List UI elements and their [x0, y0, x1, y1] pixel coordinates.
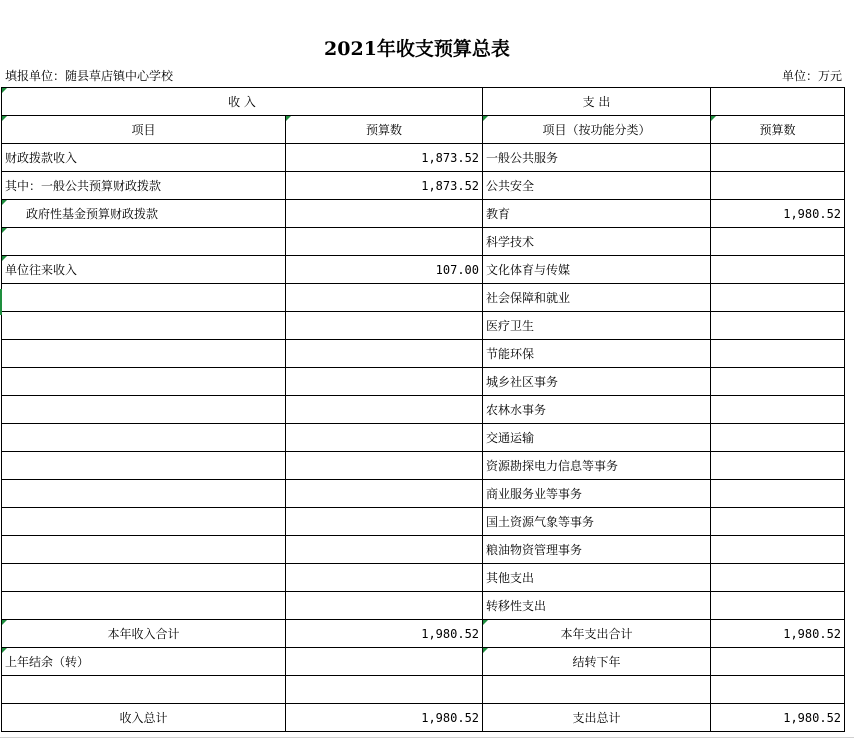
expense-budget-cell[interactable]	[711, 564, 845, 592]
expense-item-cell[interactable]: 交通运输	[483, 424, 711, 452]
income-budget-cell[interactable]	[286, 508, 483, 536]
blank-cell[interactable]	[286, 676, 483, 704]
sheet-bottom-edge	[0, 737, 854, 738]
expense-total-value[interactable]: 1,980.52	[711, 704, 845, 732]
expense-item-cell[interactable]: 教育	[483, 200, 711, 228]
income-item-cell[interactable]	[2, 592, 286, 620]
income-header[interactable]: 收 入	[2, 88, 483, 116]
table-row	[2, 368, 845, 396]
report-title: 2021年收支预算总表	[324, 38, 510, 60]
col-header-budget2[interactable]: 预算数	[711, 116, 845, 144]
expense-total-label[interactable]: 支出总计	[483, 704, 711, 732]
blank-cell[interactable]	[711, 676, 845, 704]
income-budget-cell[interactable]	[286, 452, 483, 480]
table-row	[2, 256, 845, 284]
expense-budget-cell[interactable]	[711, 452, 845, 480]
income-budget-cell[interactable]	[286, 284, 483, 312]
expense-budget-cell[interactable]	[711, 284, 845, 312]
income-item-cell[interactable]: 财政拨款收入	[2, 144, 286, 172]
budget-table	[1, 87, 845, 732]
income-budget-cell[interactable]	[286, 340, 483, 368]
income-budget-cell[interactable]	[286, 396, 483, 424]
income-item-cell[interactable]: 其中：一般公共预算财政拨款	[2, 172, 286, 200]
income-budget-cell[interactable]	[286, 228, 483, 256]
year-income-label[interactable]: 本年收入合计	[2, 620, 286, 648]
income-total-value[interactable]: 1,980.52	[286, 704, 483, 732]
expense-item-cell[interactable]: 粮油物资管理事务	[483, 536, 711, 564]
table-row	[2, 340, 845, 368]
unit-label: 单位：万元	[781, 69, 842, 83]
blank-cell[interactable]	[2, 676, 286, 704]
income-item-cell[interactable]	[2, 536, 286, 564]
table-row	[2, 592, 845, 620]
expense-budget-cell[interactable]	[711, 228, 845, 256]
income-item-cell[interactable]	[2, 228, 286, 256]
income-budget-cell[interactable]: 107.00	[286, 256, 483, 284]
expense-budget-cell[interactable]	[711, 592, 845, 620]
total-row	[2, 620, 845, 648]
col-header-item[interactable]: 项目	[2, 116, 286, 144]
year-expense-value[interactable]: 1,980.52	[711, 620, 845, 648]
income-budget-cell[interactable]	[286, 480, 483, 508]
table-row	[2, 480, 845, 508]
total-row	[2, 704, 845, 732]
expense-budget-cell[interactable]	[711, 424, 845, 452]
carry-in-value[interactable]	[286, 648, 483, 676]
expense-budget-cell[interactable]	[711, 144, 845, 172]
income-total-label[interactable]: 收入总计	[2, 704, 286, 732]
income-item-cell[interactable]	[2, 452, 286, 480]
income-budget-cell[interactable]: 1,873.52	[286, 144, 483, 172]
col-header-budget[interactable]: 预算数	[286, 116, 483, 144]
expense-item-cell[interactable]: 科学技术	[483, 228, 711, 256]
expense-budget-cell[interactable]	[711, 172, 845, 200]
expense-budget-cell[interactable]	[711, 536, 845, 564]
expense-item-cell[interactable]: 一般公共服务	[483, 144, 711, 172]
income-budget-cell[interactable]	[286, 424, 483, 452]
expense-header[interactable]: 支 出	[483, 88, 711, 116]
expense-header-blank[interactable]	[711, 88, 845, 116]
table-row	[2, 564, 845, 592]
expense-item-cell[interactable]: 文化体育与传媒	[483, 256, 711, 284]
table-row	[2, 452, 845, 480]
expense-item-cell[interactable]: 城乡社区事务	[483, 368, 711, 396]
income-budget-cell[interactable]	[286, 368, 483, 396]
expense-item-cell[interactable]: 资源勘探电力信息等事务	[483, 452, 711, 480]
income-item-cell[interactable]	[2, 564, 286, 592]
income-item-cell[interactable]	[2, 508, 286, 536]
income-item-cell[interactable]	[2, 424, 286, 452]
total-row	[2, 648, 845, 676]
expense-item-cell[interactable]: 社会保障和就业	[483, 284, 711, 312]
expense-item-cell[interactable]: 农林水事务	[483, 396, 711, 424]
income-item-cell[interactable]	[2, 340, 286, 368]
reporting-unit: 填报单位：随县草店镇中心学校	[5, 69, 174, 83]
carry-in-label[interactable]: 上年结余（转）	[2, 648, 286, 676]
income-item-cell[interactable]: 单位往来收入	[2, 256, 286, 284]
table-row	[2, 228, 845, 256]
blank-cell[interactable]	[483, 676, 711, 704]
expense-item-cell[interactable]: 转移性支出	[483, 592, 711, 620]
table-row	[2, 200, 845, 228]
expense-item-cell[interactable]: 医疗卫生	[483, 312, 711, 340]
income-item-cell[interactable]	[2, 368, 286, 396]
carry-out-value[interactable]	[711, 648, 845, 676]
year-income-value[interactable]: 1,980.52	[286, 620, 483, 648]
table-row	[2, 312, 845, 340]
table-row	[2, 508, 845, 536]
expense-item-cell[interactable]: 公共安全	[483, 172, 711, 200]
expense-item-cell[interactable]: 国土资源气象等事务	[483, 508, 711, 536]
income-budget-cell[interactable]	[286, 536, 483, 564]
expense-item-cell[interactable]: 节能环保	[483, 340, 711, 368]
section-header-row	[2, 88, 845, 116]
column-header-row	[2, 116, 845, 144]
table-row	[2, 144, 845, 172]
income-item-cell[interactable]	[2, 396, 286, 424]
income-item-cell[interactable]: 政府性基金预算财政拨款	[2, 200, 286, 228]
expense-budget-cell[interactable]	[711, 312, 845, 340]
table-row	[2, 396, 845, 424]
expense-budget-cell[interactable]	[711, 368, 845, 396]
expense-budget-cell[interactable]	[711, 340, 845, 368]
income-item-cell[interactable]	[2, 312, 286, 340]
income-budget-cell[interactable]	[286, 564, 483, 592]
selected-cell-indicator	[0, 289, 2, 315]
table-row	[2, 424, 845, 452]
carry-out-label[interactable]: 结转下年	[483, 648, 711, 676]
expense-budget-cell[interactable]	[711, 396, 845, 424]
year-expense-label[interactable]: 本年支出合计	[483, 620, 711, 648]
expense-budget-cell[interactable]	[711, 480, 845, 508]
table-row	[2, 536, 845, 564]
expense-item-cell[interactable]: 商业服务业等事务	[483, 480, 711, 508]
income-budget-cell[interactable]	[286, 592, 483, 620]
income-item-cell[interactable]	[2, 284, 286, 312]
expense-budget-cell[interactable]: 1,980.52	[711, 200, 845, 228]
expense-budget-cell[interactable]	[711, 508, 845, 536]
table-row	[2, 172, 845, 200]
total-row	[2, 676, 845, 704]
income-item-cell[interactable]	[2, 480, 286, 508]
income-budget-cell[interactable]	[286, 312, 483, 340]
col-header-item-func[interactable]: 项目（按功能分类）	[483, 116, 711, 144]
table-row	[2, 284, 845, 312]
expense-budget-cell[interactable]	[711, 256, 845, 284]
income-budget-cell[interactable]	[286, 200, 483, 228]
income-budget-cell[interactable]: 1,873.52	[286, 172, 483, 200]
expense-item-cell[interactable]: 其他支出	[483, 564, 711, 592]
